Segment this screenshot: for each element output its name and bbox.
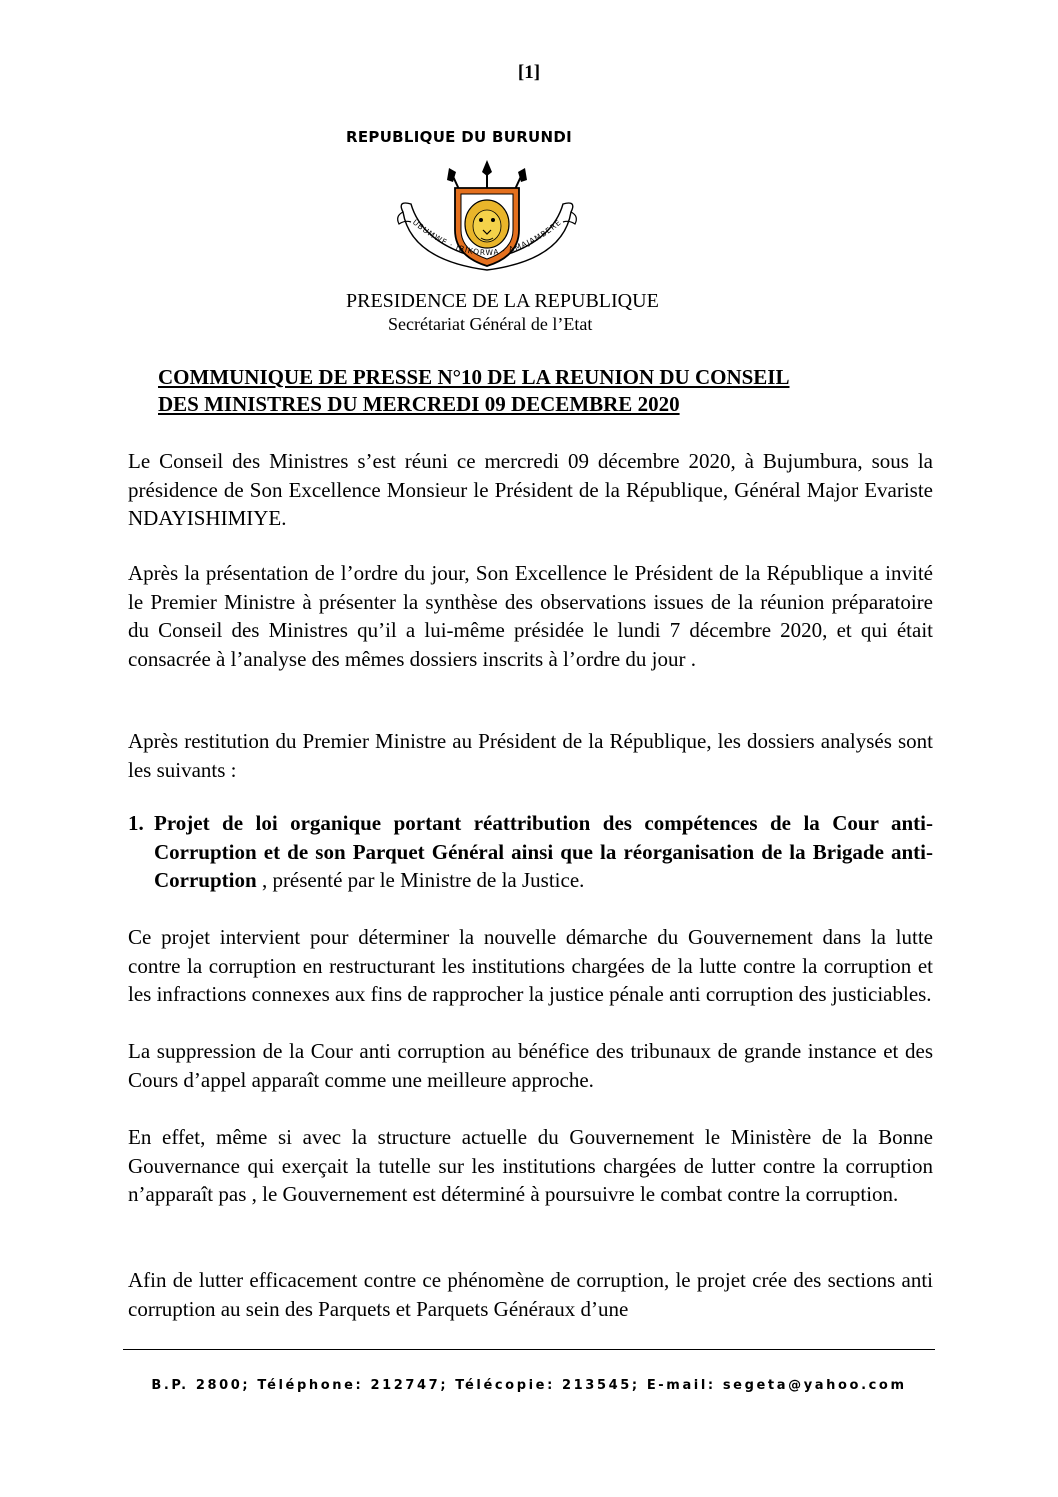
country-name: REPUBLIQUE DU BURUNDI: [346, 128, 573, 146]
press-release-title: [158, 364, 918, 418]
anti-corruption-sections-paragraph: Afin de lutter efficacement contre ce phénomène de corruption, le projet crée des sections anti corruption au sein des Parquets et Parquets Généraux d’une: [128, 1268, 933, 1321]
coat-of-arms-emblem: [393, 160, 581, 284]
footer-contact: B.P. 2800; Téléphone: 212747; Télécopie: 213545; E-mail: segeta@yahoo.com: [151, 1378, 907, 1393]
court-suppression-paragraph: La suppression de la Cour anti corruption au bénéfice des tribunaux de grande instance et des Cours d’appel apparaît comme une meilleure approche.: [128, 1039, 933, 1092]
item-number: 1.: [128, 811, 144, 835]
project-purpose-paragraph: Ce projet intervient pour déterminer la nouvelle démarche du Gouvernement dans la lutte contre la corruption en restructurant les institutions chargées de la lutte contre la corruption et les infractions connexes aux fins de rapprocher la justice pénale anti corruption des justiciables.: [128, 925, 933, 1006]
government-commitment-paragraph: En effet, même si avec la structure actuelle du Gouvernement le Ministère de la Bonne Gouvernance qui exerçait la tutelle sur les institutions chargées de lutter contre la corruption n’apparaît pas , le Gouvernement est déterminé à poursuivre le combat contre la corruption.: [128, 1125, 933, 1206]
restitution-paragraph: Après restitution du Premier Ministre au Président de la République, les dossiers analysés sont les suivants :: [128, 729, 933, 782]
item-text: [154, 809, 933, 895]
footer-divider: [123, 1349, 935, 1350]
agenda-paragraph: Après la présentation de l’ordre du jour, Son Excellence le Président de la République a invité le Premier Ministre à présenter la synthèse des observations issues de la réunion préparatoire du Conseil des Ministres qu’il a lui-même présidée le lundi 7 décembre 2020, et qui était consacrée à l’analyse des mêmes dossiers inscrits à l’ordre du jour .: [128, 561, 933, 671]
agenda-item-1: [128, 809, 933, 895]
page-number: [1]: [517, 62, 541, 83]
title-line-2: DES MINISTRES DU MERCREDI 09 DECEMBRE 2020: [158, 392, 680, 416]
title-line-1: COMMUNIQUE DE PRESSE N°10 DE LA REUNION DU CONSEIL: [158, 365, 790, 389]
item-presenter: , présenté par le Ministre de la Justice.: [256, 868, 585, 892]
presidency-heading: PRESIDENCE DE LA REPUBLIQUE: [346, 290, 659, 312]
svg-text:UBUMWE · IBIKORWA · AMAJAMBERE: UBUMWE · IBIKORWA · AMAJAMBERE: [410, 217, 564, 258]
intro-paragraph: Le Conseil des Ministres s’est réuni ce mercredi 09 décembre 2020, à Bujumbura, sous la présidence de Son Excellence Monsieur le Président de la République, Général Major Evariste NDAYISHIMIYE.: [128, 449, 933, 530]
secretariat-heading: Secrétariat Général de l’Etat: [388, 314, 593, 334]
item-title: Projet de loi organique portant réattribution des compétences de la Cour anti- Corruption et de son Parquet Général ainsi que la réorganisation de la Brigade anti- Corruption: [154, 811, 933, 892]
